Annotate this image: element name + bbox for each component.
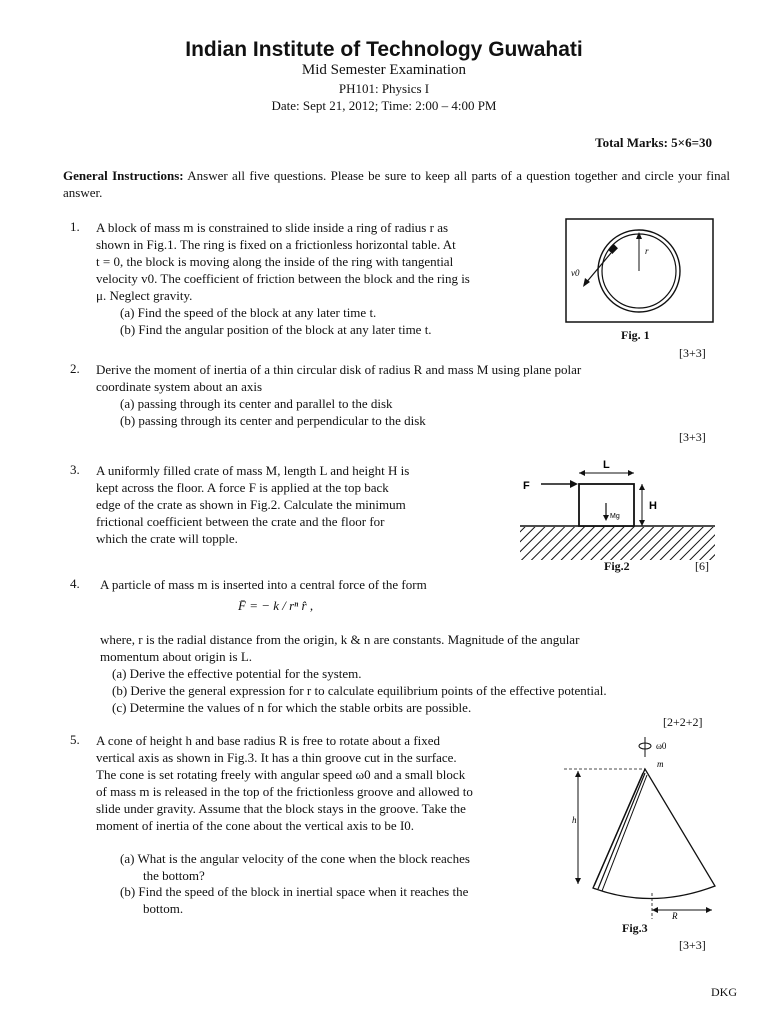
- fig2-H-label: H: [649, 500, 657, 512]
- q5-line: slide under gravity. Assume that the block stays in the groove. Take the: [96, 801, 466, 816]
- fig3-caption: Fig.3: [622, 921, 648, 935]
- q1-line: μ. Neglect gravity.: [96, 288, 193, 303]
- q5-number: 5.: [70, 732, 80, 747]
- q4-text: [100, 631, 715, 665]
- q4-part-c: (c) Determine the values of n for which the stable orbits are possible.: [112, 700, 472, 715]
- q5-marks: [3+3]: [679, 938, 706, 952]
- fig3-cone-diagram: [560, 733, 720, 921]
- q1-line: shown in Fig.1. The ring is fixed on a frictionless horizontal table. At: [96, 237, 456, 252]
- q2-part-a: (a) passing through its center and parallel to the disk: [120, 396, 393, 411]
- fig2-F-label: F: [523, 480, 530, 492]
- fig3-cone: [593, 769, 715, 899]
- fig3-m-label: m: [657, 759, 664, 769]
- q4-line: where, r is the radial distance from the origin, k & n are constants. Magnitude of the angular: [100, 632, 580, 647]
- fig2-caption: Fig.2: [604, 559, 630, 573]
- fig3-radius-arrow-left: [652, 907, 658, 913]
- q1-number: 1.: [70, 219, 80, 234]
- q5-part-a-line: the bottom?: [143, 868, 205, 883]
- q1-line: t = 0, the block is moving along the inside of the ring with tangential: [96, 254, 454, 269]
- q2-number: 2.: [70, 361, 80, 376]
- q2-part-b: (b) passing through its center and perpendicular to the disk: [120, 413, 426, 428]
- q4-part-a: (a) Derive the effective potential for the system.: [112, 666, 362, 681]
- fig2-L-label: L: [603, 459, 610, 471]
- fig3-omega-label: ω0: [656, 741, 667, 751]
- q2-line: coordinate system about an axis: [96, 379, 263, 394]
- q5-line: moment of inertia of the cone about the vertical axis to be I0.: [96, 818, 415, 833]
- q5-line: of mass m is released in the top of the frictionless groove and allowed to: [96, 784, 473, 799]
- q3-number: 3.: [70, 462, 80, 477]
- q5-part-b-line: bottom.: [143, 901, 184, 916]
- q1-text: [96, 219, 550, 304]
- q3-line: A uniformly filled crate of mass M, length L and height H is: [96, 463, 410, 478]
- total-marks: Total Marks: 5×6=30: [595, 135, 712, 150]
- q1-marks: [3+3]: [679, 346, 706, 360]
- q4-marks: [2+2+2]: [663, 715, 703, 729]
- general-instructions: [63, 167, 730, 201]
- q3-line: edge of the crate as shown in Fig.2. Calculate the minimum: [96, 497, 406, 512]
- fig3-height-arrow-bottom: [575, 878, 581, 884]
- fig1-caption: Fig. 1: [621, 328, 650, 342]
- fig2-floor-hatch: [520, 527, 715, 560]
- fig2-height-arrow-top: [639, 484, 645, 490]
- q3-line: frictional coefficient between the crate and the floor for: [96, 514, 385, 529]
- q3-marks: [6]: [695, 559, 709, 573]
- q2-line: Derive the moment of inertia of a thin circular disk of radius R and mass M using plane polar: [96, 362, 582, 377]
- q5-part-b: [120, 883, 468, 917]
- q5-text: [96, 732, 548, 834]
- q5-part-a: [120, 850, 470, 884]
- fig2-length-arrow-left: [579, 470, 585, 476]
- q5-line: The cone is set rotating freely with angular speed ω0 and a small block: [96, 767, 466, 782]
- exam-name: Mid Semester Examination: [301, 62, 467, 78]
- fig3-h-label: h: [572, 815, 577, 825]
- institute-title: Indian Institute of Technology Guwahati: [185, 38, 583, 61]
- q5-line: vertical axis as shown in Fig.3. It has a thin groove cut in the surface.: [96, 750, 457, 765]
- fig1-v0-label: v0: [571, 268, 580, 278]
- q4-number: 4.: [70, 576, 80, 591]
- course-name: PH101: Physics I: [338, 81, 430, 96]
- q5-part-b-line: (b) Find the speed of the block in inertial space when it reaches the: [120, 884, 469, 899]
- fig1-r-label: r: [645, 246, 649, 256]
- q3-text: [96, 462, 476, 547]
- fig1-ring-diagram: [565, 218, 715, 324]
- q5-line: A cone of height h and base radius R is free to rotate about a fixed: [96, 733, 441, 748]
- q5-part-a-line: (a) What is the angular velocity of the cone when the block reaches: [120, 851, 470, 866]
- exam-date: Date: Sept 21, 2012; Time: 2:00 – 4:00 PM: [271, 98, 497, 113]
- q1-part-b: (b) Find the angular position of the block at any later time t.: [120, 322, 432, 337]
- q2-text: [96, 361, 716, 395]
- q4-line1: A particle of mass m is inserted into a central force of the form: [100, 577, 427, 592]
- q1-part-a: (a) Find the speed of the block at any later time t.: [120, 305, 377, 320]
- instructions-label: General Instructions:: [63, 168, 184, 183]
- fig2-length-arrow-right: [628, 470, 634, 476]
- q3-line: kept across the floor. A force F is applied at the top back: [96, 480, 389, 495]
- q1-line: velocity v0. The coefficient of friction between the block and the ring is: [96, 271, 470, 286]
- fig2-force-arrowhead: [570, 480, 578, 488]
- q4-part-b: (b) Derive the general expression for r to calculate equilibrium points of the effective potential.: [112, 683, 607, 698]
- q3-line: which the crate will topple.: [96, 531, 238, 546]
- footer-initials: DKG: [711, 985, 737, 999]
- fig2-Mg-label: Mg: [610, 513, 620, 520]
- fig2-crate-diagram: [515, 457, 720, 563]
- q1-line: A block of mass m is constrained to slide inside a ring of radius r as: [96, 220, 449, 235]
- fig3-radius-arrow-right: [706, 907, 712, 913]
- instructions-text: Answer all five questions. Please be sure to keep all parts of a question together and circle your final answer.: [63, 168, 730, 200]
- fig2-height-arrow-bottom: [639, 520, 645, 526]
- q4-line: momentum about origin is L.: [100, 649, 253, 664]
- q4-formula: F̄ = − k / rⁿ r̂ ,: [238, 598, 314, 613]
- fig3-height-arrow-top: [575, 771, 581, 777]
- q2-marks: [3+3]: [679, 430, 706, 444]
- fig3-R-label: R: [672, 911, 678, 921]
